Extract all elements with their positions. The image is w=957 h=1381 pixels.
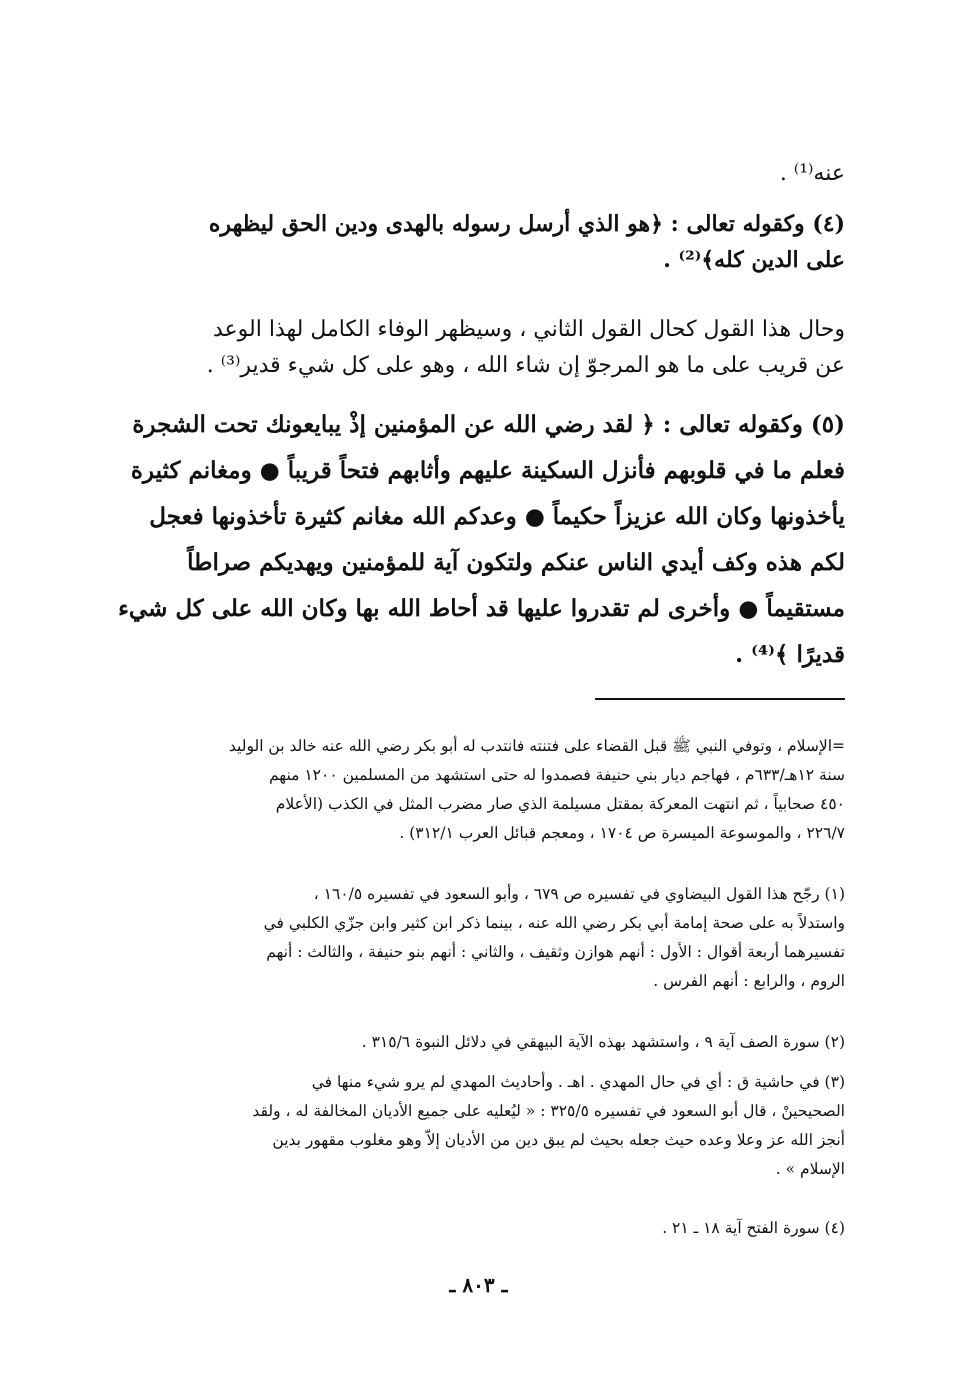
footnote-line: (٣) في حاشية ق : أي في حال المهدي . اهـ . وأحاديث المهدي لم يرو شيء منها في [311,1073,845,1091]
footnote-line: (١) رجّح هذا القول البيضاوي في تفسيره ص ٦٧٩ ، وأبو السعود في تفسيره ١٦٠/٥ ، [313,885,845,903]
footnote-line: واستدلاً به على صحة إمامة أبي بكر رضي الله عنه ، بينما ذكر ابن كثير وابن جزّي الكلبي في [263,914,845,932]
paragraph-4 [112,206,845,278]
footnote-line: أنجز الله عز وعلا وعده حيث جعله بحيث لم يبق دين من الأديان إلاّ وهو مغلوب مقهور بدين [272,1131,845,1149]
footnote-line: الصحيحينْ ، قال أبو السعود في تفسيره ٣٢٥/٥ : « ليُعليه على جميع الأديان المخالفة له ، ولقد [252,1102,845,1120]
text-line: عن قريب على ما هو المرجوّ إن شاء الله ، وهو على كل شيء قدير⁽³⁾ . [206,353,845,378]
footnote-3 [112,1068,845,1184]
footnote-4 [112,1214,845,1243]
footnote-continuation [112,732,845,848]
text-line: عنه⁽¹⁾ . [779,161,845,186]
paragraph-commentary [112,312,845,384]
footnote-line: ٤٥٠ صحابياً ، ثم انتهت المعركة بمقتل مسيلمة الذي صار مضرب المثل في الكذب (الأعلام [275,795,845,813]
text-line: لكم هذه وكف أيدي الناس عنكم ولتكون آية للمؤمنين ويهديكم صراطاً [187,549,845,576]
page-number: ـ ٨٠٣ ـ [449,1273,508,1297]
footnote-line: =الإسلام ، وتوفي النبي ﷺ قبل القضاء على فتنته فانتدب له أبو بكر رضي الله عنه خالد بن الوليد [228,737,845,755]
footnote-line: (٢) سورة الصف آية ٩ ، واستشهد بهذه الآية البيهقي في دلائل النبوة ٣١٥/٦ . [361,1033,845,1051]
footnote-line: تفسيرهما أربعة أقوال : الأول : أنهم هوازن وثقيف ، والثاني : أنهم بنو حنيفة ، والثالث : أنهم [266,943,845,961]
footnote-1 [112,880,845,996]
paragraph-5 [112,402,845,678]
footnote-divider [595,698,845,700]
text-line: فعلم ما في قلوبهم فأنزل السكينة عليهم وأثابهم فتحاً قريباً ● ومغانم كثيرة [130,457,845,484]
text-line: (٥) وكقوله تعالى : ﴿ لقد رضي الله عن المؤمنين إذْ يبايعونك تحت الشجرة [132,411,845,438]
footnote-line: (٤) سورة الفتح آية ١٨ ـ ٢١ . [662,1219,845,1237]
footnote-line: الروم ، والرابع : أنهم الفرس . [653,972,845,990]
footnote-line: الإسلام » . [775,1160,845,1178]
continuation-line [112,156,845,192]
footnote-line: ٢٢٦/٧ ، والموسوعة الميسرة ص ١٧٠٤ ، ومعجم قبائل العرب ٣١٢/١) . [399,824,845,842]
text-line: قديرًا ﴾⁽⁴⁾ . [735,641,845,668]
text-line: مستقيماً ● وأخرى لم تقدروا عليها قد أحاط الله بها وكان الله على كل شيء [118,595,845,622]
text-line: يأخذونها وكان الله عزيزاً حكيماً ● وعدكم الله مغانم كثيرة تأخذونها فعجل [149,503,845,530]
text-line: وحال هذا القول كحال القول الثاني ، وسيظهر الوفاء الكامل لهذا الوعد [212,317,845,342]
text-line: (٤) وكقوله تعالى : ﴿هو الذي أرسل رسوله بالهدى ودين الحق ليظهره [208,211,845,237]
text-line: على الدين كله﴾⁽²⁾ . [663,247,845,273]
footnote-line: سنة ١٢هـ/٦٣٣م ، فهاجم ديار بني حنيفة فصمدوا له حتى استشهد من المسلمين ١٢٠٠ منهم [268,766,845,784]
footnote-2 [112,1028,845,1057]
